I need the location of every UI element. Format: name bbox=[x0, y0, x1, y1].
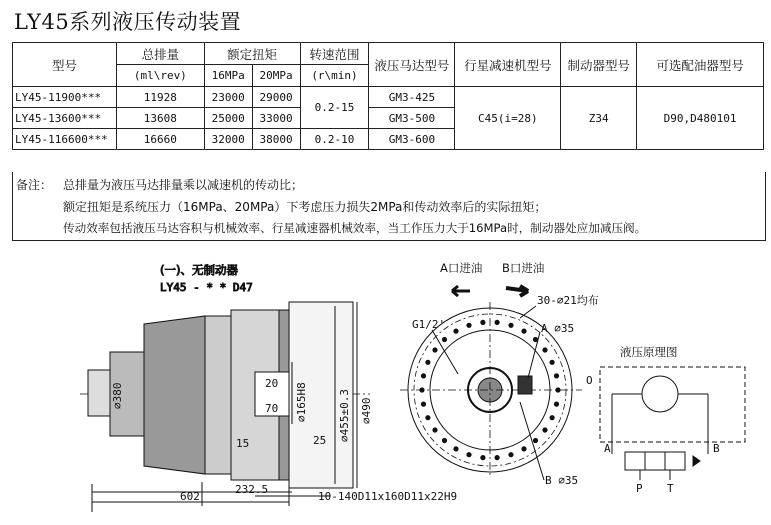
note-line-3: 传动效率包括液压马达容积与机械效率、行星减速器机械效率，当工作压力大于16MPa时，制动器处应加减压阀。 bbox=[63, 221, 647, 235]
bolt-hole bbox=[466, 452, 471, 457]
row1-model: LY45-11900*** bbox=[13, 87, 117, 108]
header-displacement: 总排量 bbox=[116, 43, 204, 65]
dim-25: 25 bbox=[313, 434, 327, 447]
note-line-2: 额定扭矩是系统压力（16MPa、20MPa）下考虑压力损失2MPa和传动效率后的实际扭矩； bbox=[63, 200, 547, 214]
speed-range-1: 0.2-15 bbox=[300, 87, 369, 129]
bolt-hole bbox=[432, 427, 437, 432]
bolt-hole bbox=[432, 347, 437, 352]
header-torque-20: 20MPa bbox=[252, 65, 300, 87]
dim-380: ∅380 bbox=[111, 382, 124, 409]
port-a-diameter: A ∅35 bbox=[541, 322, 575, 335]
row1-displacement: 11928 bbox=[116, 87, 204, 108]
dim-70: 70 bbox=[265, 402, 279, 415]
notes-label: 备注： bbox=[16, 178, 53, 192]
row1-motor: GM3-425 bbox=[369, 87, 455, 108]
row3-motor: GM3-600 bbox=[369, 129, 455, 150]
row2-model: LY45-13600*** bbox=[13, 108, 117, 129]
spec-table bbox=[12, 42, 764, 150]
technical-drawing bbox=[0, 244, 771, 525]
page-title: LY45系列液压传动装置 bbox=[14, 10, 242, 34]
bolt-hole bbox=[421, 373, 426, 378]
bolt-hole bbox=[508, 323, 513, 328]
header-model: 型号 bbox=[13, 43, 117, 87]
arrow-left-icon bbox=[452, 286, 470, 296]
header-reducer: 行星减速机型号 bbox=[455, 43, 561, 87]
bolt-hole bbox=[421, 402, 426, 407]
row3-model: LY45-116600*** bbox=[13, 129, 117, 150]
note-line-1: 总排量为液压马达排量乘以减速机的传动比； bbox=[63, 178, 304, 192]
header-displacement-unit: (ml\rev) bbox=[116, 65, 204, 87]
row3-torque-20: 38000 bbox=[252, 129, 300, 150]
header-speed-unit: (r\min) bbox=[300, 65, 369, 87]
spline-spec: 10-140D11x160D11x22H9 bbox=[318, 490, 458, 503]
row1-torque-16: 23000 bbox=[204, 87, 252, 108]
bolt-hole bbox=[508, 452, 513, 457]
schematic-a: A bbox=[604, 442, 611, 455]
schematic-p: P bbox=[636, 482, 643, 495]
holes-spec: 30-∅21均布 bbox=[537, 294, 599, 307]
header-oil: 可选配油器型号 bbox=[637, 43, 764, 87]
bolt-hole bbox=[425, 415, 430, 420]
g-port: G1/2' bbox=[412, 318, 446, 331]
notes-box bbox=[12, 172, 766, 241]
bolt-hole bbox=[453, 329, 458, 334]
row1-torque-20: 29000 bbox=[252, 87, 300, 108]
subtitle-no-brake: (一)、无制动器 bbox=[160, 263, 238, 277]
row2-torque-16: 25000 bbox=[204, 108, 252, 129]
bolt-hole bbox=[453, 446, 458, 451]
dim-165: ∅165H8 bbox=[295, 382, 308, 422]
bolt-hole bbox=[542, 427, 547, 432]
header-torque-16: 16MPa bbox=[204, 65, 252, 87]
dim-455: ∅455±0.3 bbox=[338, 389, 351, 442]
row2-torque-20: 33000 bbox=[252, 108, 300, 129]
bolt-hole bbox=[442, 438, 447, 443]
dim-602: 602 bbox=[180, 490, 200, 503]
bolt-hole bbox=[554, 373, 559, 378]
bolt-hole bbox=[550, 415, 555, 420]
hydraulic-schematic bbox=[586, 345, 745, 495]
reducer-model: C45(i=28) bbox=[455, 87, 561, 150]
dim-232: 232.5 bbox=[235, 483, 269, 496]
port-b-diameter: B ∅35 bbox=[545, 474, 579, 487]
oil-model: D90,D480101 bbox=[637, 87, 764, 150]
speed-range-2: 0.2-10 bbox=[300, 129, 369, 150]
bolt-hole bbox=[533, 438, 538, 443]
bolt-hole bbox=[495, 455, 500, 460]
port-a-label: A口进油 bbox=[440, 261, 483, 275]
bolt-hole bbox=[442, 337, 447, 342]
dim-15: 15 bbox=[236, 437, 250, 450]
bolt-hole bbox=[555, 387, 560, 392]
header-torque: 额定扭矩 bbox=[204, 43, 300, 65]
schematic-o: O bbox=[586, 374, 593, 387]
bolt-hole bbox=[466, 323, 471, 328]
arrow-right-icon bbox=[506, 286, 528, 296]
bolt-hole bbox=[521, 446, 526, 451]
model-code: LY45 - * * D47 bbox=[160, 281, 253, 294]
bolt-hole bbox=[542, 347, 547, 352]
dim-20: 20 bbox=[265, 377, 279, 390]
bolt-hole bbox=[425, 360, 430, 365]
bolt-hole bbox=[554, 402, 559, 407]
header-speed: 转速范围 bbox=[300, 43, 369, 65]
port-b-label: B口进油 bbox=[502, 261, 545, 275]
row3-torque-16: 32000 bbox=[204, 129, 252, 150]
brake-model: Z34 bbox=[561, 87, 637, 150]
header-motor: 液压马达型号 bbox=[369, 43, 455, 87]
bolt-hole bbox=[495, 320, 500, 325]
schematic-title: 液压原理图 bbox=[620, 345, 678, 359]
header-brake: 制动器型号 bbox=[561, 43, 637, 87]
bolt-hole bbox=[550, 360, 555, 365]
bolt-hole bbox=[521, 329, 526, 334]
bolt-hole bbox=[419, 387, 424, 392]
row3-displacement: 16660 bbox=[116, 129, 204, 150]
row2-motor: GM3-500 bbox=[369, 108, 455, 129]
bolt-hole bbox=[480, 320, 485, 325]
schematic-b: B bbox=[713, 442, 720, 455]
row2-displacement: 13608 bbox=[116, 108, 204, 129]
dim-490: ∅490 bbox=[360, 397, 373, 424]
schematic-t: T bbox=[667, 482, 674, 495]
bolt-hole bbox=[480, 455, 485, 460]
